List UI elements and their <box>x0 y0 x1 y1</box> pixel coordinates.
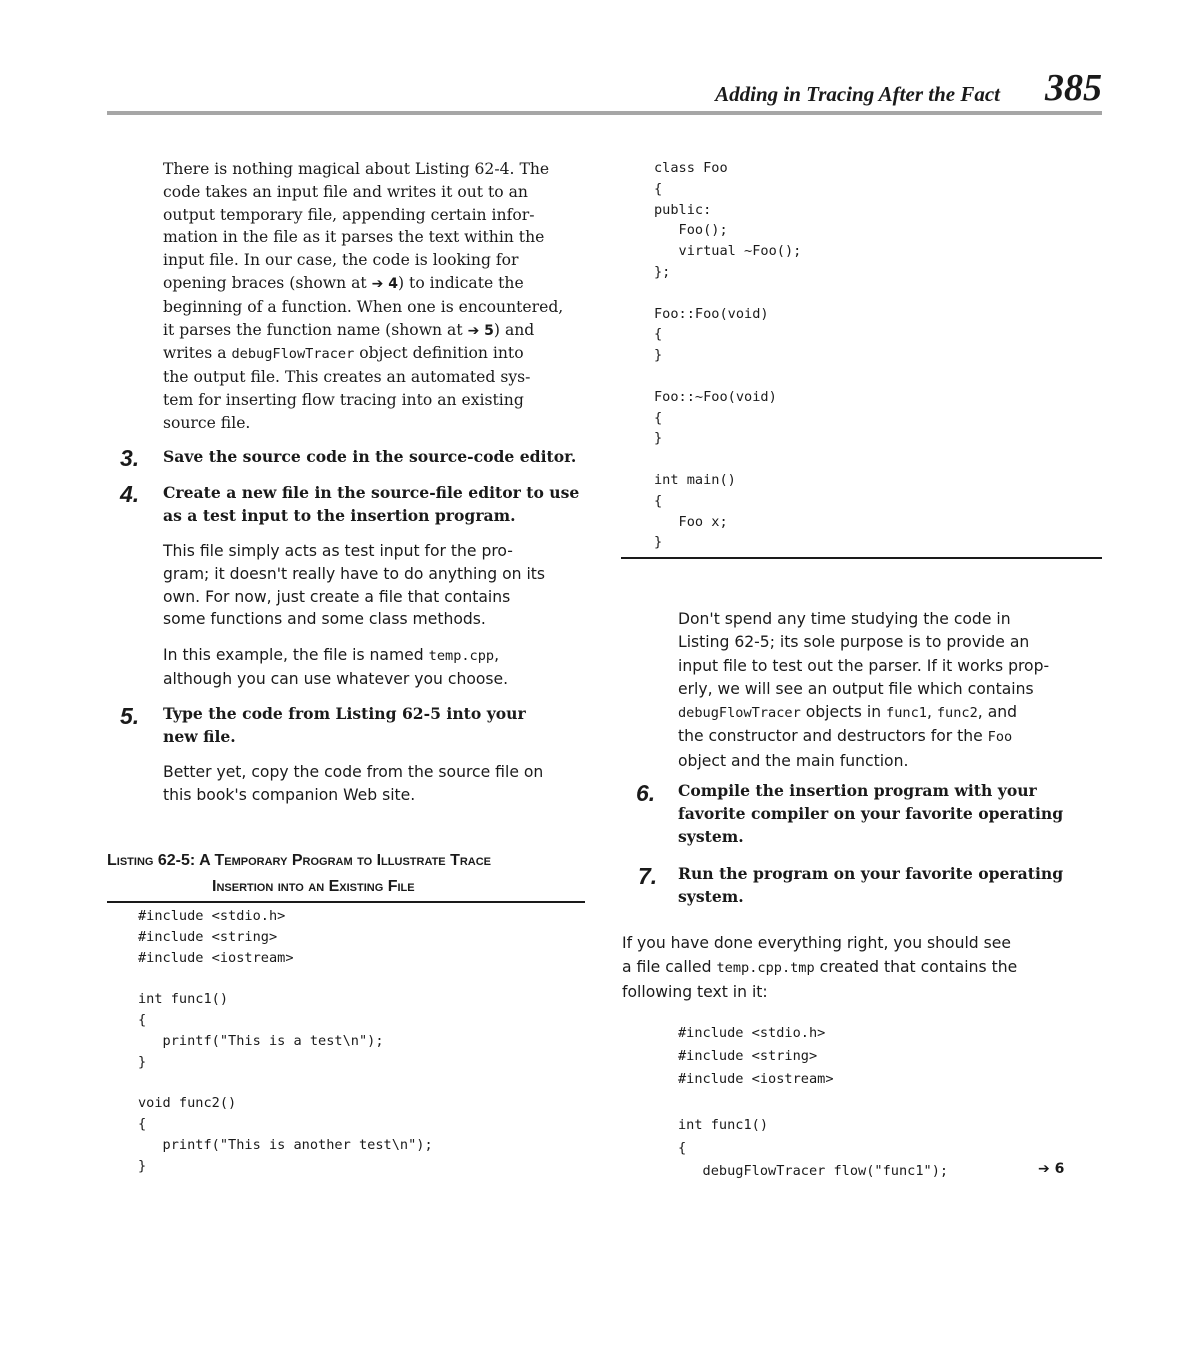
explain-paragraph <box>678 608 1049 773</box>
text-line: Don't spend any time studying the code in <box>678 610 1011 628</box>
code-line: } <box>654 534 663 551</box>
text-run: ) and <box>493 320 535 339</box>
text-line: erly, we will see an output file which contains <box>678 679 1034 698</box>
step-5-number: 5. <box>120 703 140 729</box>
text-line: Listing 62-5; its sole purpose is to provide an <box>678 633 1030 652</box>
inline-code: Foo <box>987 729 1013 746</box>
inline-code: func2 <box>936 705 978 722</box>
code-line: virtual ~Foo(); <box>654 243 802 260</box>
code-marker-5: ➔ 5 <box>467 322 494 339</box>
text-line: Create a new file in the source-file editor to use <box>163 483 580 502</box>
text-run: created that contains the <box>814 957 1018 976</box>
text-line: following text in it: <box>622 982 768 1001</box>
code-line: #include <string> <box>138 928 278 945</box>
text-line: this book's companion Web site. <box>163 785 416 804</box>
inline-code: temp.cpp <box>428 648 495 664</box>
result-paragraph <box>622 932 1017 1004</box>
code-line: Foo::Foo(void) <box>654 305 769 322</box>
text-line <box>163 342 563 366</box>
code-marker-4: ➔ 4 <box>371 275 399 292</box>
step-6-text <box>678 780 1063 848</box>
text-line: source file. <box>163 413 251 432</box>
text-line: Compile the insertion program with your <box>678 781 1037 800</box>
text-run: the constructor and destructors for the <box>678 727 988 746</box>
text-run: object definition into <box>354 344 524 363</box>
text-line: output temporary file, appending certain infor- <box>163 205 535 224</box>
text-run: writes a <box>163 344 232 363</box>
step-4-text <box>163 482 579 528</box>
text-line: tem for inserting flow tracing into an existing <box>163 390 524 409</box>
text-line <box>163 644 508 668</box>
page-number: 385 <box>1045 67 1102 109</box>
code-line: } <box>654 347 663 364</box>
text-line: new file. <box>163 726 236 746</box>
step-6-number: 6. <box>636 780 656 806</box>
text-line: favorite compiler on your favorite operating <box>678 803 1064 823</box>
text-run: , <box>926 703 937 722</box>
code-line: } <box>138 1053 147 1070</box>
text-line: input file to test out the parser. If it works prop- <box>678 656 1050 675</box>
code-line: class Foo <box>654 160 728 176</box>
step-3-number: 3. <box>120 445 140 471</box>
text-line: Save the source code in the source-code editor. <box>163 447 577 466</box>
code-line: #include <stdio.h> <box>138 908 286 924</box>
text-line <box>678 725 1049 749</box>
listing-caption <box>107 848 607 900</box>
code-line: printf("This is a test\n"); <box>138 1032 384 1049</box>
code-line: public: <box>654 201 712 218</box>
code-line <box>654 449 801 470</box>
text-line: mation in the file as it parses the text within the <box>163 228 545 247</box>
text-run: ) to indicate the <box>398 273 524 292</box>
text-run: , and <box>977 703 1018 722</box>
code-line: Foo::~Foo(void) <box>654 388 777 405</box>
text-line: There is nothing magical about Listing 62-4. The <box>163 160 550 178</box>
code-line: #include <stdio.h> <box>678 1025 826 1041</box>
text-line: Type the code from Listing 62-5 into your <box>163 704 526 723</box>
code-line: Foo(); <box>654 222 728 239</box>
code-line <box>138 1072 433 1093</box>
text-run: objects in <box>800 703 887 722</box>
code-line: { <box>138 1011 147 1028</box>
code-line: int func1() <box>138 991 229 1008</box>
text-line: although you can use whatever you choose. <box>163 669 509 688</box>
code-line: void func2() <box>138 1095 237 1112</box>
text-line: beginning of a function. When one is encountered, <box>163 297 564 316</box>
listing-top-rule <box>107 901 585 903</box>
code-line: { <box>654 492 663 509</box>
code-line: } <box>138 1157 147 1174</box>
step-5-text <box>163 703 526 749</box>
text-line: gram; it doesn't really have to do anything on its <box>163 564 546 583</box>
code-line: { <box>654 180 663 197</box>
inline-code: debugFlowTracer <box>678 705 801 722</box>
listing-code <box>138 906 433 1176</box>
code-line <box>654 366 801 387</box>
step-5-explanation <box>163 761 543 807</box>
step-3-text <box>163 446 576 469</box>
code-line: printf("This is another test\n"); <box>138 1136 433 1153</box>
listing-code-continued <box>654 158 801 553</box>
code-line <box>678 1091 948 1114</box>
code-line <box>654 283 801 304</box>
caption-line: Listing 62-5: A Temporary Program to Illustrate Trace <box>107 852 492 869</box>
code-line: int func1() <box>678 1117 769 1133</box>
code-line: #include <string> <box>678 1048 818 1064</box>
text-run: In this example, the file is named <box>163 646 429 664</box>
code-marker-6: ➔ 6 <box>1038 1161 1065 1177</box>
text-run: opening braces (shown at <box>163 273 372 292</box>
code-line: #include <iostream> <box>678 1071 834 1087</box>
output-code <box>678 1022 948 1183</box>
code-line: #include <iostream> <box>138 949 294 966</box>
code-line: { <box>678 1140 687 1156</box>
text-line: system. <box>678 886 744 906</box>
intro-paragraph <box>163 158 563 435</box>
text-line: system. <box>678 826 744 846</box>
step-4-number: 4. <box>120 481 140 507</box>
code-line: }; <box>654 263 671 280</box>
code-line: } <box>654 430 663 447</box>
text-line: This file simply acts as test input for the pro- <box>163 542 513 560</box>
text-line: Better yet, copy the code from the source file on <box>163 763 544 781</box>
text-line: input file. In our case, the code is looking for <box>163 251 519 270</box>
text-line <box>163 272 563 296</box>
text-line <box>622 956 1017 981</box>
listing-bottom-rule <box>621 557 1102 559</box>
code-line: debugFlowTracer flow("func1"); <box>678 1163 949 1179</box>
text-line: the output file. This creates an automated sys- <box>163 368 531 387</box>
text-line: If you have done everything right, you should see <box>622 934 1011 952</box>
text-line: Run the program on your favorite operating <box>678 864 1064 883</box>
inline-code: temp.cpp.tmp <box>716 959 815 976</box>
text-line: object and the main function. <box>678 751 909 770</box>
text-line: own. For now, just create a file that contains <box>163 587 511 606</box>
code-line <box>138 968 433 989</box>
code-line: Foo x; <box>654 513 728 530</box>
inline-code: func1 <box>886 705 927 722</box>
code-line: int main() <box>654 471 736 488</box>
code-line: { <box>654 409 663 426</box>
text-line <box>163 319 563 343</box>
text-run: a file called <box>622 957 717 976</box>
text-line <box>678 701 1049 725</box>
step-4-explanation <box>163 540 545 631</box>
header-rule <box>107 111 1102 115</box>
step-7-text <box>678 863 1063 909</box>
step-4-filename-note <box>163 644 508 691</box>
text-run: it parses the function name (shown at <box>163 320 468 339</box>
text-line: some functions and some class methods. <box>163 610 486 629</box>
text-line: as a test input to the insertion program. <box>163 505 516 525</box>
caption-line: Insertion into an Existing File <box>212 878 415 895</box>
running-header-title: Adding in Tracing After the Fact <box>715 82 1000 106</box>
text-line: code takes an input file and writes it out to an <box>163 182 528 201</box>
code-line: { <box>138 1115 147 1132</box>
step-7-number: 7. <box>638 863 658 889</box>
text-run: , <box>494 646 500 664</box>
code-line: { <box>654 326 663 343</box>
inline-code: debugFlowTracer <box>231 346 355 363</box>
